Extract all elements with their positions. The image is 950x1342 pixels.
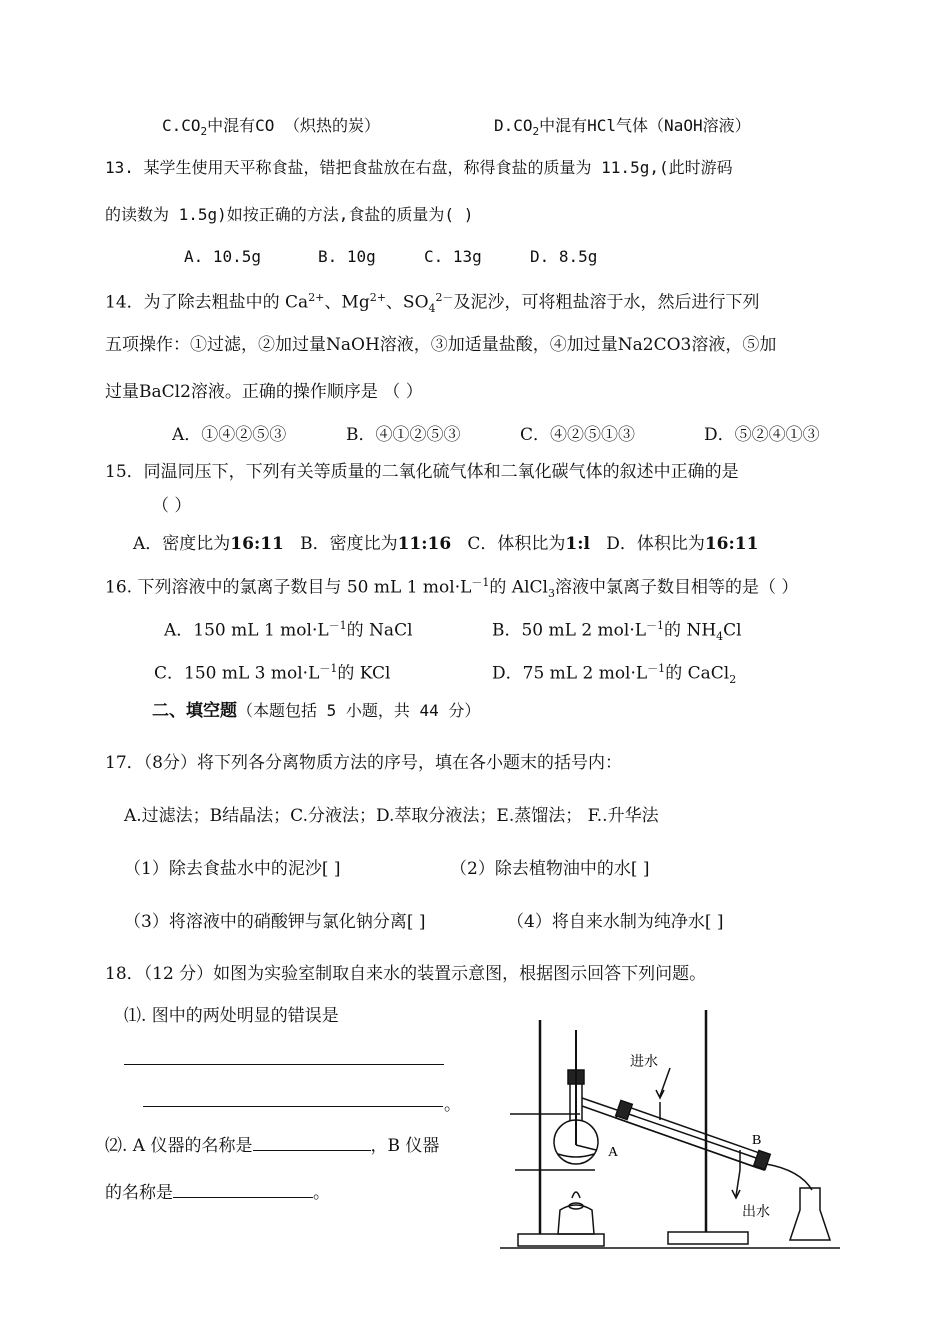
q15-line1: 15．同温同压下，下列有关等质量的二氧化硫气体和二氧化碳气体的叙述中正确的是 <box>105 462 739 482</box>
q17-sub2: （2）除去植物油中的水[ ] <box>450 859 650 879</box>
q14-option-c: C．④②⑤①③ <box>520 425 636 445</box>
q14-line3: 过量BaCl2溶液。正确的操作顺序是 （ ） <box>105 382 423 402</box>
q13-option-a: A. 10.5g <box>184 247 262 266</box>
lamp-flame <box>572 1192 580 1198</box>
distillation-apparatus-diagram <box>500 1010 850 1255</box>
q17-sub1: （1）除去食盐水中的泥沙[ ] <box>124 859 341 879</box>
q17-title: 17．（8分）将下列各分离物质方法的序号，填在各小题末的括号内： <box>105 753 622 773</box>
q16-stem: 16. 下列溶液中的氯离子数目与 50 mL 1 $mol\cdot L^{-1}$的 AlCl$_3$溶液中氯离子数目相等的是（ ） <box>105 576 799 601</box>
q13-option-c: C. 13g <box>424 247 482 266</box>
section2-heading: 二、填空题（本题包括 5 小题，共 44 分） <box>152 701 481 721</box>
right-stand-base <box>668 1232 748 1244</box>
q14-line1: 14．为了除去粗盐中的 $Ca^{2+}$、$Mg^{2+}$、$SO_4^{2-}$及泥沙，可将粗盐溶于水，然后进行下列 <box>105 291 760 316</box>
q17-sub3: （3）将溶液中的硝酸钾与氯化钠分离[ ] <box>124 912 426 932</box>
q15-line2: （ ） <box>152 496 192 516</box>
q13-line1: 13. 某学生使用天平称食盐，错把食盐放在右盘，称得食盐的质量为 11.5g,(此时游码 <box>105 158 733 177</box>
q18-part1: ⑴. 图中的两处明显的错误是 <box>124 1006 339 1026</box>
q13-option-b: B. 10g <box>318 247 376 266</box>
q18-blank-a[interactable] <box>253 1134 371 1151</box>
q14-option-b: B．④①②⑤③ <box>346 425 461 445</box>
q16-option-c: C．150 mL 3 $mol\cdot L^{-1}$的 KCl <box>154 662 391 684</box>
q16-option-b: B．50 mL 2 $mol\cdot L^{-1}$的 $NH_4Cl$ <box>492 619 742 644</box>
q18-part2: ⑵. A 仪器的名称是 ，B 仪器 <box>105 1136 440 1156</box>
q18-title: 18．（12 分）如图为实验室制取自来水的装置示意图，根据图示回答下列问题。 <box>105 964 707 984</box>
q12-option-c: $C.CO_2$中混有CO （炽热的炭） <box>162 116 381 139</box>
label-a: A <box>608 1145 619 1160</box>
q18-answer-line-2[interactable] <box>143 1106 443 1107</box>
q12-option-d: $D.CO_2$中混有HCl气体（NaOH溶液） <box>494 116 751 139</box>
receiving-flask <box>790 1188 830 1240</box>
q16-option-a: A．150 mL 1 $mol\cdot L^{-1}$的 NaCl <box>164 619 413 641</box>
left-stand-base <box>518 1234 604 1246</box>
q18-part2-cont: 的名称是 。 <box>105 1183 330 1203</box>
q18-answer-line-1[interactable] <box>124 1064 444 1065</box>
q14-option-a: A．①④②⑤③ <box>172 425 287 445</box>
q18-blank-b[interactable] <box>173 1181 313 1198</box>
q13-option-d: D. 8.5g <box>530 247 598 266</box>
water-out-label: 出水 <box>742 1204 770 1220</box>
q17-methods: A.过滤法；B结晶法；C.分液法；D.萃取分液法；E.蒸馏法； F..升华法 <box>124 806 659 826</box>
q14-line2: 五项操作：①过滤，②加过量NaOH溶液，③加适量盐酸，④加过量Na2CO3溶液，⑤加 <box>105 335 777 355</box>
q18-period: 。 <box>444 1095 461 1115</box>
q13-line2: 的读数为 1.5g)如按正确的方法,食盐的质量为( ) <box>105 205 474 224</box>
q15-options: A．密度比为16:11 B．密度比为11:16 C．体积比为1:l D．体积比为16:11 <box>133 534 759 554</box>
water-in-label: 进水 <box>630 1054 658 1070</box>
label-b: B <box>752 1133 762 1148</box>
flask-liquid <box>558 1154 594 1157</box>
condenser-jacket <box>616 1104 768 1170</box>
q17-sub4: （4）将自来水制为纯净水[ ] <box>507 912 724 932</box>
q16-option-d: D．75 mL 2 $mol\cdot L^{-1}$的 CaCl$_2$ <box>492 662 737 687</box>
q14-option-d: D．⑤②④①③ <box>704 425 820 445</box>
